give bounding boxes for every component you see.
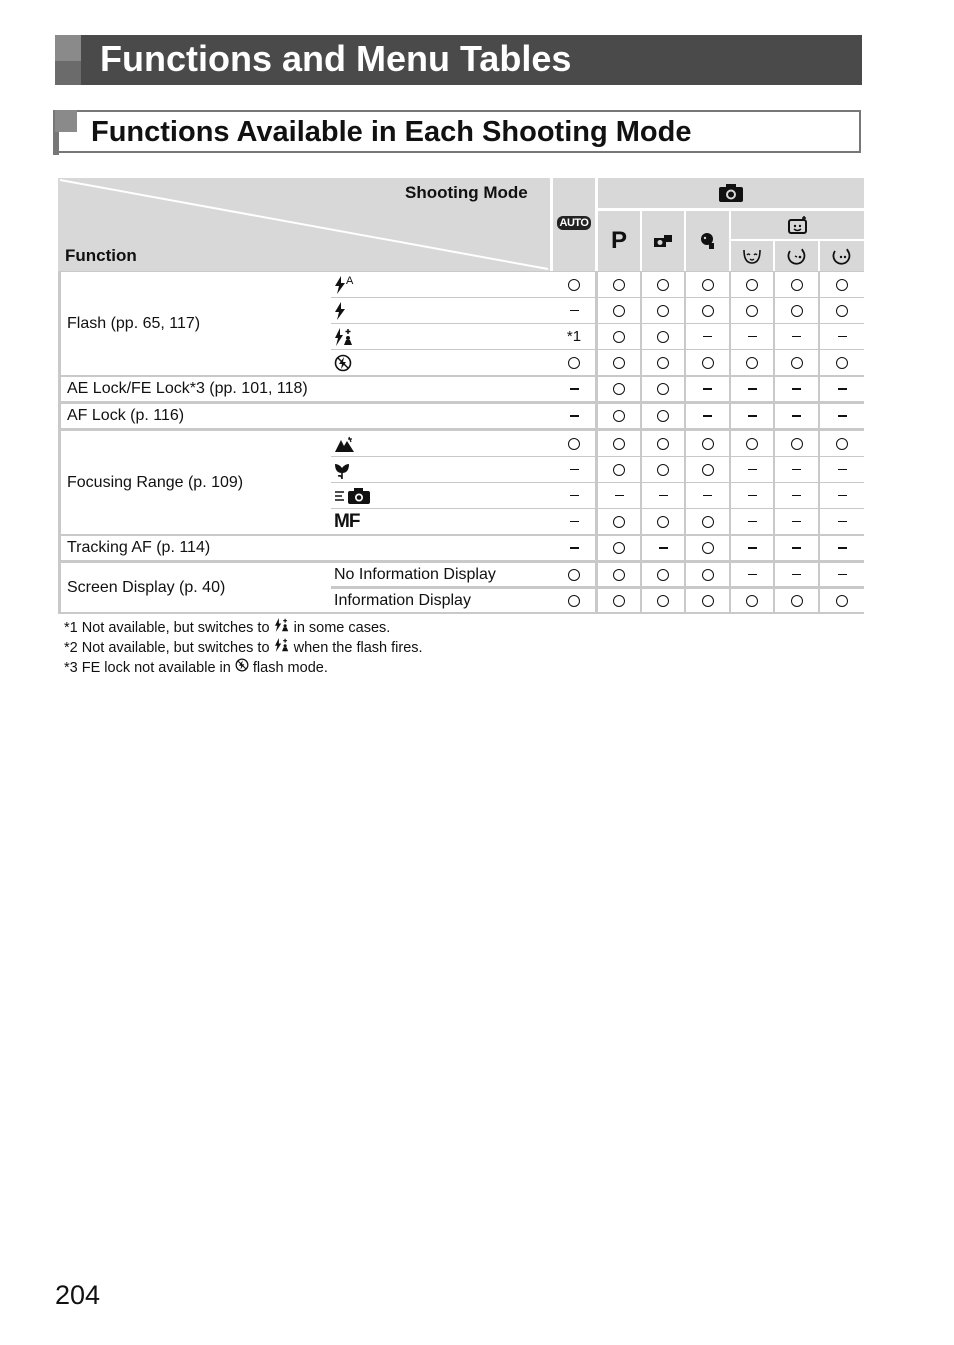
mark-cell: [553, 272, 595, 297]
mark-cell: [598, 404, 640, 428]
available-mark: [836, 595, 848, 607]
available-mark: [657, 464, 669, 476]
unavailable-mark: [703, 495, 712, 496]
available-mark: [836, 357, 848, 369]
available-mark: [657, 569, 669, 581]
mark-cell: [553, 509, 595, 534]
available-mark: [568, 438, 580, 450]
mark-cell: [686, 509, 729, 534]
mark-cell: [598, 536, 640, 560]
mark-cell: [775, 324, 818, 349]
mark-cell: [731, 483, 773, 508]
mark-cell: [775, 563, 818, 586]
unavailable-mark: [703, 415, 712, 416]
flash-auto-icon: A: [328, 272, 556, 297]
available-mark: [613, 542, 625, 554]
mark-cell: [731, 431, 773, 456]
function-flash: Flash (pp. 65, 117): [61, 272, 331, 375]
corner-shooting-mode: Shooting Mode: [405, 183, 528, 202]
mark-cell: [642, 457, 684, 482]
mark-cell: [598, 350, 640, 375]
available-mark: [791, 305, 803, 317]
mark-cell: [553, 589, 595, 612]
mark-cell: [731, 589, 773, 612]
slow-synchro-icon: [274, 618, 290, 632]
smile-icon: [731, 241, 773, 271]
mark-cell: [820, 536, 864, 560]
available-mark: [657, 383, 669, 395]
mark-cell: [642, 431, 684, 456]
available-mark: [613, 595, 625, 607]
mark-cell: [686, 350, 729, 375]
mark-cell: [598, 324, 640, 349]
available-mark: [791, 279, 803, 291]
function-ae-fe-lock: AE Lock/FE Lock*3 (pp. 101, 118): [61, 377, 556, 401]
mark-cell: [731, 377, 773, 401]
function-screen-display: Screen Display (p. 40): [61, 563, 331, 612]
unavailable-mark: [748, 415, 757, 416]
unavailable-mark: [703, 336, 712, 337]
mark-cell: [686, 483, 729, 508]
mark-cell: [553, 483, 595, 508]
portrait-icon: [642, 211, 684, 271]
unavailable-mark: [748, 469, 757, 470]
available-mark: [702, 516, 714, 528]
available-mark: [746, 279, 758, 291]
unavailable-mark: [792, 495, 801, 496]
section-square-icon: [55, 110, 77, 132]
footnote-1: *1 Not available, but switches to in some cases.: [64, 620, 391, 636]
mark-cell: [775, 298, 818, 323]
mark-cell: [686, 563, 729, 586]
mark-cell: [820, 509, 864, 534]
mark-cell: [775, 483, 818, 508]
available-mark: [568, 357, 580, 369]
mark-cell: [642, 324, 684, 349]
available-mark: [836, 279, 848, 291]
available-mark: [702, 279, 714, 291]
mark-cell: [642, 589, 684, 612]
available-mark: [702, 569, 714, 581]
mark-cell: [731, 536, 773, 560]
unavailable-mark: [792, 521, 801, 522]
mark-cell: [731, 509, 773, 534]
mark-cell: [820, 589, 864, 612]
unavailable-mark: [838, 521, 847, 522]
mark-cell: [642, 509, 684, 534]
unavailable-mark: [570, 388, 579, 389]
mark-cell: [553, 404, 595, 428]
flash-on-icon: [328, 298, 556, 323]
mark-cell: [820, 457, 864, 482]
mark-cell: [642, 377, 684, 401]
mark-cell: [598, 457, 640, 482]
mark-cell: [820, 272, 864, 297]
mark-cell: [775, 509, 818, 534]
mark-cell: [642, 298, 684, 323]
footnote-2: *2 Not available, but switches to when the flash fires.: [64, 640, 423, 656]
mark-cell: [686, 457, 729, 482]
available-mark: [613, 357, 625, 369]
mark-cell: [820, 298, 864, 323]
unavailable-mark: [748, 574, 757, 575]
available-mark: [613, 410, 625, 422]
mark-cell: [731, 350, 773, 375]
mark-cell: [775, 404, 818, 428]
mark-cell: [553, 536, 595, 560]
available-mark: [613, 305, 625, 317]
mark-cell: [820, 377, 864, 401]
mark-cell: [775, 431, 818, 456]
available-mark: [702, 438, 714, 450]
smart-shutter-icon: [731, 211, 864, 239]
available-mark: [613, 569, 625, 581]
available-mark: [746, 595, 758, 607]
unavailable-mark: [838, 495, 847, 496]
face-self-timer-icon: [820, 241, 864, 271]
header-square-icon: [55, 61, 81, 85]
available-mark: [702, 464, 714, 476]
unavailable-mark: [570, 415, 579, 416]
mark-cell: [642, 272, 684, 297]
kids-pets-icon: [686, 211, 729, 271]
mark-cell: [553, 563, 595, 586]
unavailable-mark: [792, 574, 801, 575]
mark-cell: [686, 272, 729, 297]
available-mark: [657, 438, 669, 450]
available-mark: [746, 357, 758, 369]
mark-cell: [820, 563, 864, 586]
available-mark: [791, 438, 803, 450]
mark-cell: [642, 483, 684, 508]
camera-icon: [598, 178, 864, 208]
mark-cell: [642, 350, 684, 375]
flash-off-icon: [235, 658, 249, 672]
mark-cell: [553, 457, 595, 482]
unavailable-mark: [703, 388, 712, 389]
available-mark: [657, 331, 669, 343]
mark-cell: [598, 298, 640, 323]
available-mark: [613, 464, 625, 476]
flash-off-icon: [328, 350, 556, 375]
mark-cell: [820, 483, 864, 508]
normal-focus-icon: [328, 431, 556, 456]
slow-synchro-icon: [274, 638, 290, 652]
available-mark: [836, 305, 848, 317]
section-header: [55, 110, 861, 153]
mark-cell: [553, 431, 595, 456]
unavailable-mark: [570, 495, 579, 496]
chapter-header: [55, 35, 862, 85]
mark-cell: [775, 589, 818, 612]
unavailable-mark: [838, 336, 847, 337]
mark-cell: [642, 536, 684, 560]
mark-cell: [820, 324, 864, 349]
unavailable-mark: [838, 415, 847, 416]
unavailable-mark: [748, 495, 757, 496]
macro-icon: [328, 457, 556, 482]
header-square-icon: [55, 35, 81, 61]
mark-cell: [686, 324, 729, 349]
unavailable-mark: [659, 495, 668, 496]
mark-cell: [775, 272, 818, 297]
available-mark: [791, 595, 803, 607]
mark-cell: [686, 404, 729, 428]
mark-cell: [598, 589, 640, 612]
unavailable-mark: [748, 336, 757, 337]
available-mark: [613, 516, 625, 528]
unavailable-mark: [748, 388, 757, 389]
mark-cell: [598, 483, 640, 508]
information-display: Information Display: [328, 589, 556, 612]
function-tracking-af: Tracking AF (p. 114): [61, 536, 556, 560]
unavailable-mark: [748, 547, 757, 548]
mark-cell: [731, 324, 773, 349]
mark-cell: [686, 431, 729, 456]
mark-cell: [598, 563, 640, 586]
unavailable-mark: [792, 415, 801, 416]
mark-cell: [686, 377, 729, 401]
mark-cell: [731, 404, 773, 428]
available-mark: [746, 438, 758, 450]
available-mark: [702, 542, 714, 554]
unavailable-mark: [792, 336, 801, 337]
mark-cell: [775, 377, 818, 401]
mark-cell: [642, 404, 684, 428]
available-mark: [702, 595, 714, 607]
mark-cell: [775, 457, 818, 482]
unavailable-mark: [792, 547, 801, 548]
section-title: Functions Available in Each Shooting Mode: [91, 116, 692, 148]
program-mode-icon: P: [610, 227, 627, 254]
mark-cell: [553, 350, 595, 375]
auto-mode-icon: AUTO: [553, 208, 595, 238]
unavailable-mark: [570, 310, 579, 311]
mark-cell: [686, 589, 729, 612]
unavailable-mark: [792, 388, 801, 389]
mark-cell: [731, 563, 773, 586]
available-mark: [613, 279, 625, 291]
chapter-title: Functions and Menu Tables: [100, 38, 572, 79]
function-af-lock: AF Lock (p. 116): [61, 404, 556, 428]
slow-synchro-icon: [328, 324, 556, 349]
available-mark: [613, 331, 625, 343]
footnote-3: *3 FE lock not available in flash mode.: [64, 660, 328, 676]
mark-cell: [686, 536, 729, 560]
unavailable-mark: [748, 521, 757, 522]
unavailable-mark: [570, 521, 579, 522]
unavailable-mark: [570, 469, 579, 470]
available-mark: [657, 516, 669, 528]
mark-cell: [820, 431, 864, 456]
function-focusing-range: Focusing Range (p. 109): [61, 431, 331, 534]
available-mark: [702, 305, 714, 317]
mark-cell: [598, 431, 640, 456]
unavailable-mark: [838, 574, 847, 575]
mark-cell: [820, 404, 864, 428]
available-mark: [657, 357, 669, 369]
mark-cell: [731, 298, 773, 323]
available-mark: [836, 438, 848, 450]
available-mark: [568, 595, 580, 607]
available-mark: [613, 438, 625, 450]
mark-cell: [598, 509, 640, 534]
unavailable-mark: [615, 495, 624, 496]
available-mark: [657, 595, 669, 607]
available-mark: [657, 279, 669, 291]
mark-cell: [775, 350, 818, 375]
unavailable-mark: [792, 469, 801, 470]
mark-cell: [598, 377, 640, 401]
unavailable-mark: [570, 547, 579, 548]
available-mark: [613, 383, 625, 395]
mark-cell: [553, 298, 595, 323]
mark-cell: [642, 563, 684, 586]
available-mark: [657, 305, 669, 317]
available-mark: [702, 357, 714, 369]
wink-self-timer-icon: [775, 241, 818, 271]
no-information-display: No Information Display: [328, 563, 556, 586]
available-mark: [791, 357, 803, 369]
mark-cell: *1: [553, 324, 595, 349]
mark-cell: [553, 377, 595, 401]
mark-cell: [775, 536, 818, 560]
mark-cell: [820, 350, 864, 375]
functions-table: [58, 178, 864, 614]
available-mark: [568, 279, 580, 291]
mark-cell: [686, 298, 729, 323]
available-mark: [568, 569, 580, 581]
footnotes: [64, 618, 423, 678]
unavailable-mark: [838, 388, 847, 389]
infinity-icon: [328, 483, 556, 508]
unavailable-mark: [838, 547, 847, 548]
manual-focus-label: MF: [328, 509, 556, 534]
mark-cell: [598, 272, 640, 297]
unavailable-mark: [838, 469, 847, 470]
available-mark: [657, 410, 669, 422]
available-mark: [746, 305, 758, 317]
unavailable-mark: [659, 547, 668, 548]
mark-cell: [731, 457, 773, 482]
mark-cell: [731, 272, 773, 297]
corner-function: Function: [65, 246, 137, 265]
page-number: 204: [55, 1280, 101, 1310]
